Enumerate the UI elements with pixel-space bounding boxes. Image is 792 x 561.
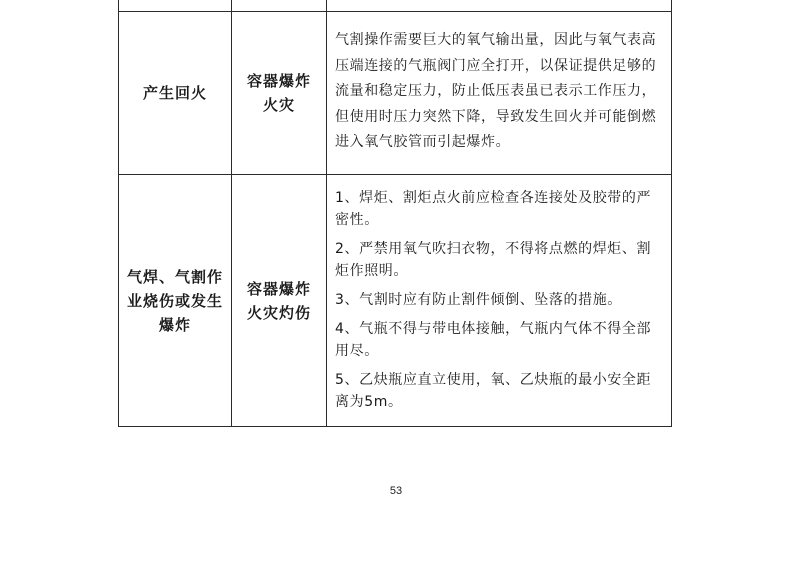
measures-cell bbox=[327, 12, 672, 175]
measure-item: 4、气瓶不得与带电体接触，气瓶内气体不得全部用尽。 bbox=[335, 321, 652, 359]
consequence-cell bbox=[232, 12, 327, 175]
page-number: 53 bbox=[389, 485, 403, 497]
table-row-previous bbox=[119, 0, 672, 12]
hazard-cell bbox=[119, 175, 232, 427]
measure-item: 3、气割时应有防止割件倾倒、坠落的措施。 bbox=[335, 292, 622, 308]
cell-previous-measures bbox=[327, 0, 672, 12]
consequence-text: 容器爆炸火灾 bbox=[246, 72, 311, 114]
measure-text: 气割操作需要巨大的氧气输出量，因此与氧气表高压端连接的气瓶阀门应全打开，以保证提供足够的流量和稳定压力，防止低压表虽已表示工作压力，但使用时压力突然下降，导致发生回火并可能倒燃进入氧气胶管而引起爆炸。 bbox=[335, 32, 657, 151]
safety-measures-table bbox=[118, 0, 672, 427]
table-row bbox=[119, 12, 672, 175]
hazard-text: 气焊、气割作业烧伤或发生爆炸 bbox=[127, 267, 224, 334]
measure-item: 5、乙炔瓶应直立使用，氧、乙炔瓶的最小安全距离为5m。 bbox=[335, 372, 652, 410]
hazard-text: 产生回火 bbox=[142, 84, 207, 102]
consequence-cell bbox=[232, 175, 327, 427]
measure-item: 2、严禁用氧气吹扫衣物，不得将点燃的焊炬、割炬作照明。 bbox=[335, 241, 652, 279]
measures-list bbox=[327, 177, 671, 424]
cell-previous-consequence bbox=[232, 0, 327, 12]
measure-item: 1、焊炬、割炬点火前应检查各连接处及胶带的严密性。 bbox=[335, 190, 652, 228]
consequence-text: 容器爆炸火灾灼伤 bbox=[246, 279, 311, 322]
cell-previous-hazard bbox=[119, 0, 232, 12]
table-row bbox=[119, 175, 672, 427]
hazard-cell bbox=[119, 12, 232, 175]
measures-cell bbox=[327, 175, 672, 427]
